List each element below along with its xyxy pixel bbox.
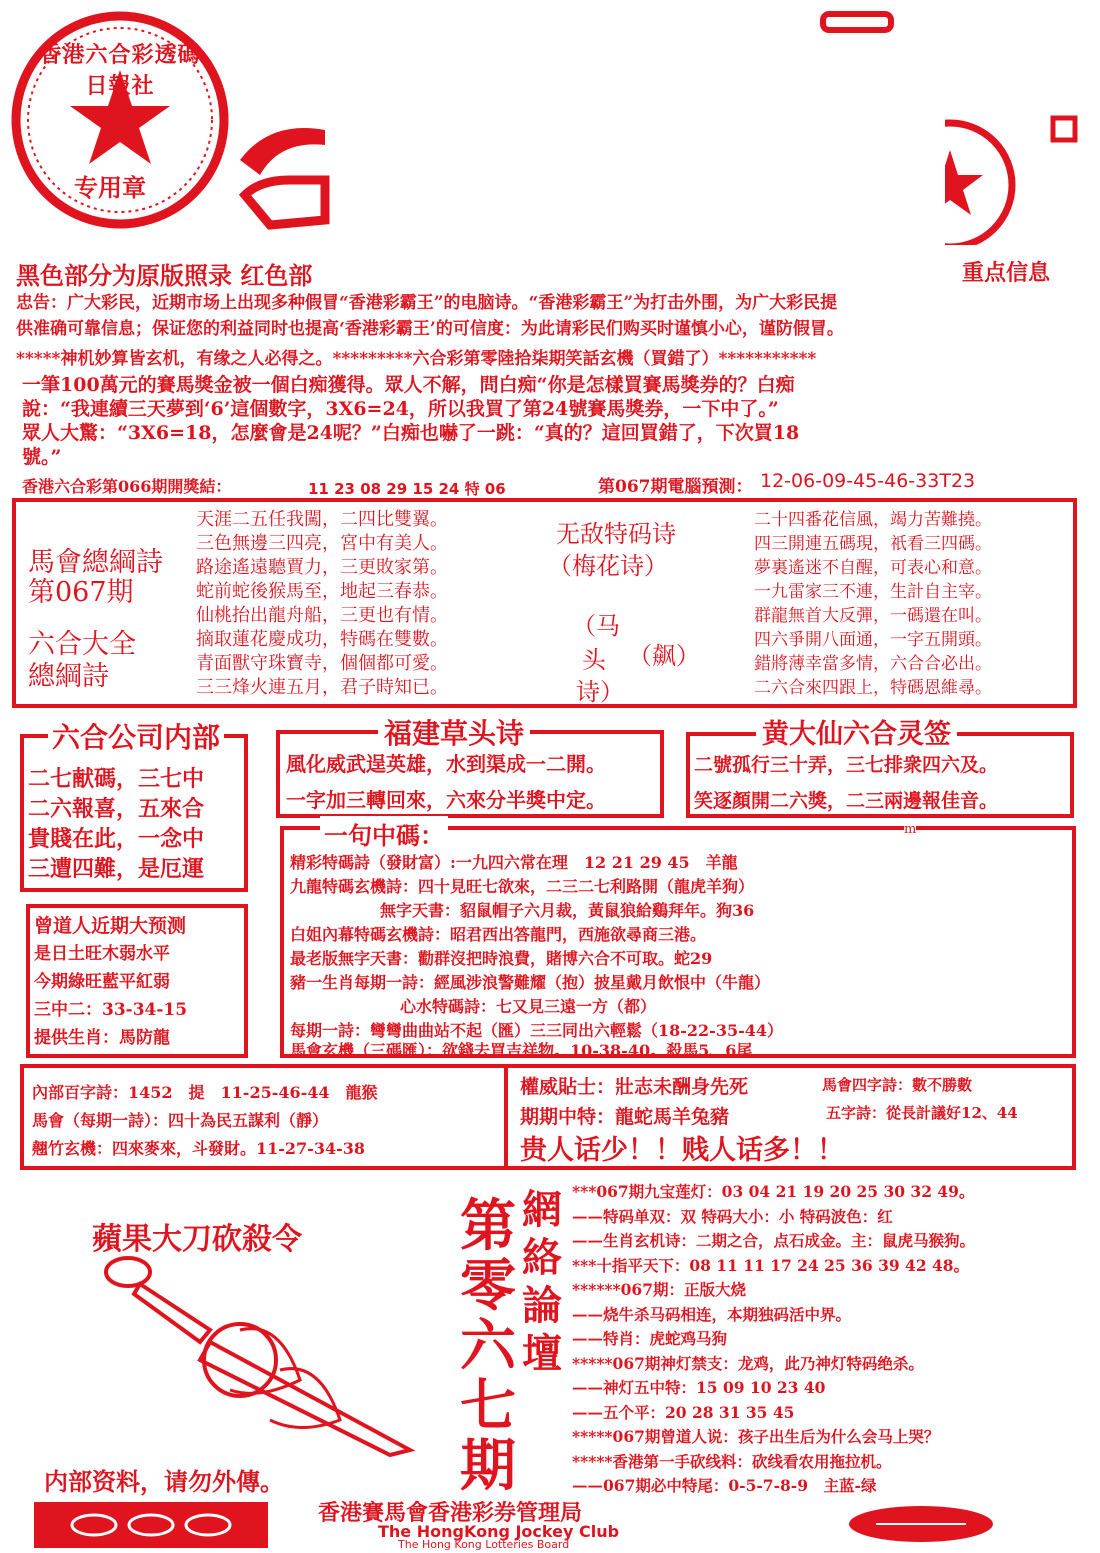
yiju-line: 精彩特碼詩（發財富）:一九四六常在理 12 21 29 45 羊龍 [290, 853, 738, 872]
poem-line: 四三開連五碼現，祇看三四碼。 [754, 534, 992, 554]
yiju-line: 豬一生肖每期一詩：經風涉浪警難耀（抱）披星戴月飲恨中（牛龍） [290, 973, 771, 992]
poem-column-2 [754, 508, 992, 700]
lower-left-line: 翹竹玄機：四來麥來，斗發財。11-27-34-38 [32, 1139, 365, 1158]
inner-box-lines [28, 764, 204, 884]
yiju-box-title: 一句中碼： [320, 816, 448, 851]
sword-title: 蘋果大刀砍殺令 [92, 1222, 302, 1257]
fujian-line: 一字加三轉回來，六來分半獎中定。 [286, 788, 606, 812]
poem-line: 錯將薄幸當多情，六合合必出。 [754, 654, 992, 674]
poem-line: 天涯二五任我闖，二四比雙翼。 [196, 509, 448, 530]
forum-list [572, 1180, 975, 1499]
draw-result-value: 11 23 08 29 15 24 特 06 [308, 480, 506, 498]
yiju-line: 馬會玄機（三碼匯）：欲錢去買吉祥物。10-38-40。殺馬5、6尾 [290, 1041, 753, 1060]
masthead-fragment [1050, 115, 1080, 145]
joke-header: *****神机妙算皆玄机，有缘之人必得之。*********六合彩第零陸拾柒期笑話玄機（買錯了）*********** [16, 349, 817, 369]
poem-line: 二六合來四跟上，特碼恩維尋。 [754, 678, 992, 698]
warning-line-2: 供准确可靠信息；保证您的利益同时也提高‘香港彩霸王’的可信度：为此请彩民们购买时谨慎小心，谨防假冒。 [16, 319, 844, 339]
poem-line: 二十四番花信風，竭力苦難撓。 [754, 510, 992, 530]
lower-right-line: 權威貼士：壯志未酬身先死 [520, 1076, 749, 1098]
forecast-value: 12-06-09-45-46-33T23 [760, 470, 976, 492]
lower-left-line: 內部百字詩：1452 提 11-25-46-44 龍猴 [32, 1083, 378, 1102]
joke-line: 說：“我連續三天夢到‘6’這個數字，3X6=24，所以我買了第24號賽馬獎券，一下中了。” [22, 398, 779, 420]
seal-center-text: 专用章 [74, 173, 146, 202]
forum-item: ***十指平天下：08 11 11 17 24 25 36 39 42 48。 [572, 1255, 970, 1275]
poem-mid-sub: （飙） [628, 642, 700, 670]
inner-box-line: 二六報喜，五來合 [28, 796, 205, 822]
bottom-logo-right [846, 1504, 996, 1544]
yiju-line: 心水特碼詩：七又見三遠一方（都） [400, 997, 657, 1016]
huang-line: 笑逐顏開二六獎，二三兩邊報佳音。 [694, 790, 999, 812]
poem-left-title: 馬會總綱詩 [28, 547, 163, 578]
daoren-line: 提供生肖：馬防龍 [34, 1028, 170, 1048]
poem-line: 摘取蓮花慶成功，特碼在雙數。 [196, 629, 448, 650]
draw-result-label: 香港六合彩第066期開獎結： [22, 477, 232, 496]
org-name-cn: 香港賽馬會香港彩券管理局 [318, 1500, 583, 1526]
forum-item: ——特肖：虎蛇鸡马狗 [572, 1329, 728, 1348]
yiju-box-tail: m [904, 822, 917, 837]
joke-line: 眾人大驚：“3X6=18，怎麼會是24呢？”白痴也嚇了一跳：“真的？這回買錯了，下次買18 [22, 422, 800, 444]
inner-box-line: 三遭四難，是厄運 [28, 856, 205, 882]
daoren-line: 三中二：33-34-15 [34, 1000, 188, 1020]
poem-line: 青面獸守珠寶寺，個個都可愛。 [196, 653, 448, 674]
seal-ring-text: 香港六合彩透碼日報社 [39, 42, 201, 99]
yiju-line: 九龍特碼玄機詩：四十見旺七欲來，二三二七利路開（龍虎羊狗） [290, 877, 755, 896]
org-name-en-sub: The Hong Kong Lotteries Board [398, 1538, 570, 1551]
lower-divider [504, 1064, 508, 1170]
yiju-line: 最老版無字天書：勸群沒把時浪費，賭博六合不可取。蛇29 [290, 949, 713, 968]
yiju-line: 無字天書：貂鼠帽子六月裁，黃鼠狼給鷄拜年。狗36 [380, 901, 755, 920]
forum-item: ——神灯五中特：15 09 10 23 40 [572, 1378, 826, 1397]
poem-line: 夢裏遙迷不自醒，可表心和意。 [754, 558, 992, 578]
joke-line: 一筆100萬元的賽馬獎金被一個白痴獲得。眾人不解，問白痴“你是怎樣買賽馬獎券的？白痴 [22, 374, 795, 396]
official-seal [8, 8, 233, 233]
issue-vertical-title: 第零六七期 [460, 1193, 516, 1499]
huang-line: 二號孤行三十弄，三七排衆四六及。 [694, 754, 999, 776]
forecast-label: 第067期電腦預測： [598, 477, 753, 497]
poem-line: 三三烽火連五月，君子時知已。 [196, 677, 448, 698]
poem-line: 仙桃抬出龍舟船，三更也有情。 [196, 605, 448, 626]
inner-box-title: 六合公司内部 [48, 716, 224, 756]
lower-left-line: 馬會（每期一詩）：四十為民五謀利（靜） [32, 1111, 329, 1130]
poem-column-1 [196, 508, 448, 700]
inner-box-line: 貴賤在此，一念中 [28, 826, 205, 852]
forum-item: *****067期神灯禁支：龙鸡，此乃神灯特码绝杀。 [572, 1353, 924, 1373]
inner-box-line: 二七献碼，三七中 [28, 766, 205, 792]
poem-line: 四六爭開八面通，一字五開頭。 [754, 630, 992, 650]
masthead-fragment [820, 8, 895, 38]
org-name-en: The HongKong Jockey Club [378, 1522, 620, 1541]
yiju-line: 每期一詩：彎彎曲曲站不起（匯）三三同出六輕鬆（18-22-35-44） [290, 1021, 783, 1040]
forum-item: ——五个平：20 28 31 35 45 [572, 1402, 795, 1422]
sword-illustration [90, 1250, 450, 1460]
forum-item: ——特码单双：双 特码大小：小 特码波色：红 [572, 1206, 893, 1226]
forum-item: ——生肖玄机诗：二期之合，点石成金。主：鼠虎马猴狗。 [572, 1231, 976, 1250]
poem-left-title: 第067期 [28, 577, 134, 608]
daoren-line: 是日土旺木弱水平 [34, 944, 170, 964]
poem-mid-sub: 头 [582, 646, 606, 674]
poem-line: 路途遙遠聽賈力，三更敗家第。 [196, 557, 448, 578]
poem-mid-sub: （马 [572, 612, 620, 640]
forum-vertical-title: 網絡論壇 [522, 1186, 562, 1377]
poem-left-title: 總綱詩 [28, 661, 109, 692]
lower-right-line: 馬會四字詩：數不勝數 [822, 1076, 973, 1094]
poem-line: 三色無邊三四亮，宮中有美人。 [196, 533, 448, 554]
poem-line: 群龍無首大反彈，一碼還在叫。 [754, 606, 992, 626]
bottom-logo-left [34, 1502, 268, 1548]
top-notice: 黑色部分为原版照录 红色部 [16, 262, 313, 290]
forum-item: ——067期必中特尾：0-5-7-8-9 主蓝-绿 [572, 1476, 877, 1495]
official-seal-partial [945, 75, 1020, 245]
masthead-fragment [230, 100, 330, 230]
poem-line: 一九雷家三不連，生計自主宰。 [754, 582, 992, 602]
forum-item: ——烧牛杀马码相连，本期独码活中界。 [572, 1304, 852, 1324]
poem-left-title: 六合大全 [28, 629, 136, 660]
yiju-line: 白姐內幕特碼玄機詩：昭君西出答龍門，西施欲尋商三港。 [290, 925, 707, 944]
lower-right-line: 五字詩：從長計議好12、44 [826, 1104, 1018, 1122]
daoren-title: 曾道人近期大预测 [34, 915, 187, 937]
top-notice-end: 重点信息 [962, 261, 1051, 286]
forum-item: ******067期：正版大烧 [572, 1280, 746, 1299]
poem-mid-sub: 诗） [576, 678, 624, 706]
daoren-line: 今期綠旺藍平紅弱 [34, 972, 170, 992]
daoren-box-lines [34, 912, 187, 1052]
fujian-box-title: 福建草头诗 [378, 712, 530, 752]
joke-line: 號。” [22, 446, 62, 468]
poem-line: 蛇前蛇後猴馬至，地起三春恭。 [196, 581, 448, 602]
warning-line-1: 忠告：广大彩民，近期市场上出现多种假冒“香港彩霸王”的电脑诗。“香港彩霸王”为打击外围，为广大彩民提 [16, 293, 838, 313]
poem-mid-title: 无敌特码诗 [556, 520, 676, 548]
sword-footer: 内部资料，请勿外傳。 [44, 1467, 284, 1496]
fujian-line: 風化威武逞英雄，水到渠成一二開。 [286, 752, 606, 776]
forum-item: *****067期曾道人说：孩子出生后为什么会马上哭？ [572, 1427, 940, 1446]
lower-right-line: 期期中特：龍蛇馬羊兔豬 [520, 1106, 730, 1128]
huang-box-title: 黄大仙六合灵签 [756, 712, 957, 751]
slogan: 贵人话少！！贱人话多！！ [520, 1135, 844, 1166]
forum-item: *****香港第一手砍线料：砍线看农用拖拉机。 [572, 1451, 892, 1471]
poem-mid-title: （梅花诗） [548, 552, 668, 580]
forum-item: ***067期九宝莲灯：03 04 21 19 20 25 30 32 49。 [572, 1182, 975, 1201]
